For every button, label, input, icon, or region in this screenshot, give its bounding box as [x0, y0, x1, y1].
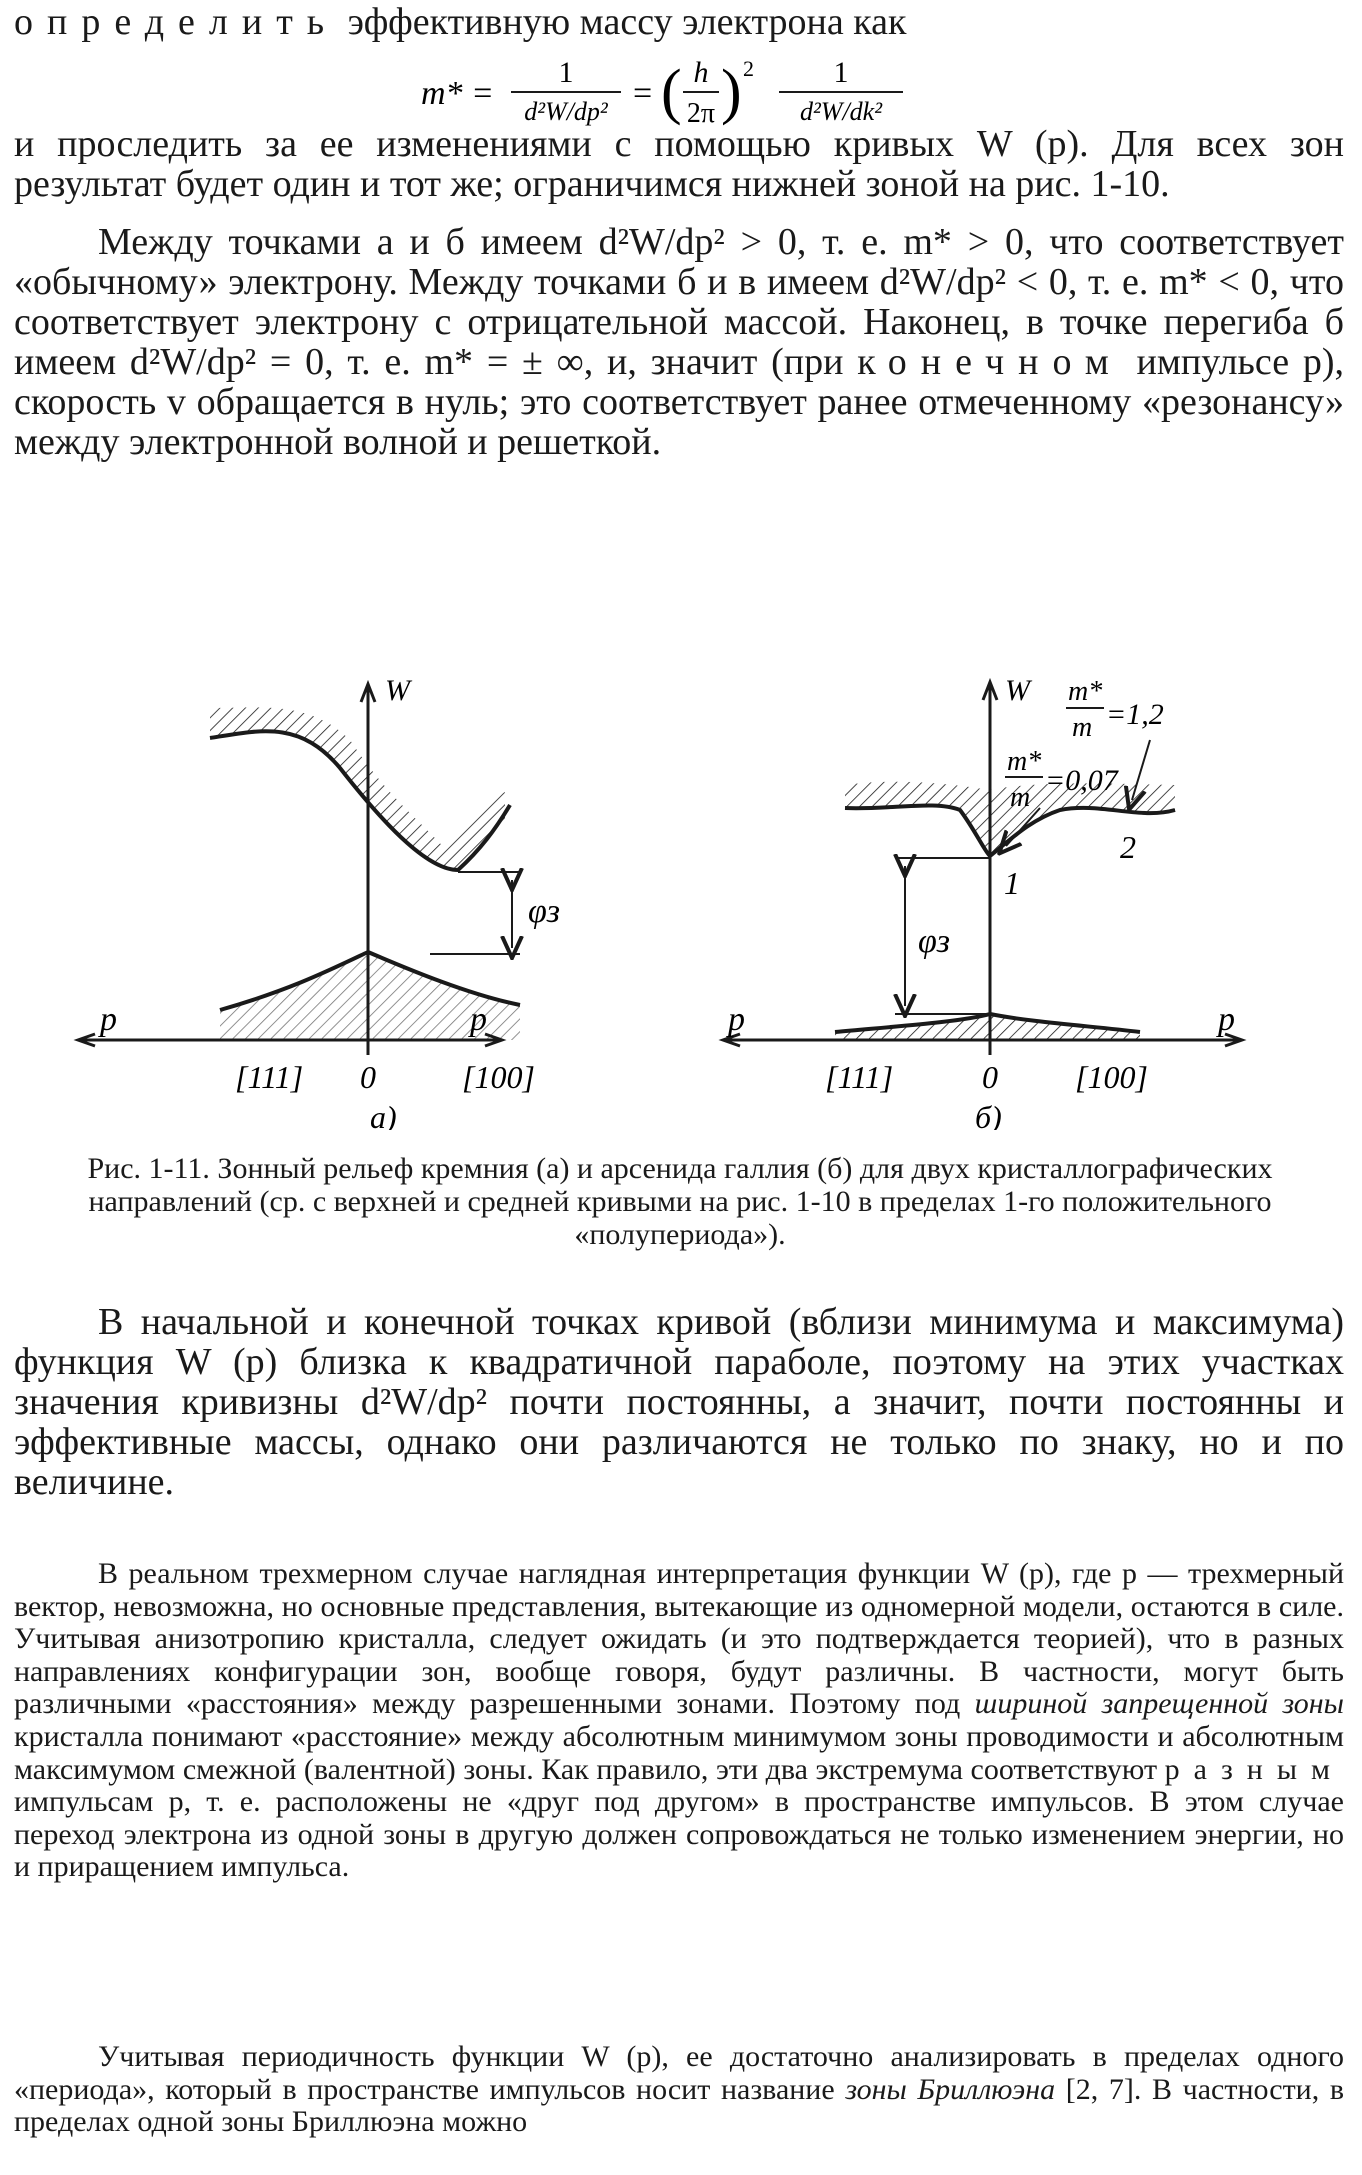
paragraph-2: и проследить за ее изменениями с помощью кривых W (p). Для всех зон результат будет один и тот же; ограничимся нижней зоной на рис. 1-10.	[14, 123, 1344, 205]
point-1-label: 1	[1004, 865, 1020, 901]
figure-1-11	[0, 660, 1362, 1135]
direction-right-b: [100]	[1075, 1059, 1148, 1095]
w-label-b: W	[1005, 674, 1030, 707]
p-left-label-a: p	[100, 1001, 117, 1038]
p-right-label-a: p	[470, 1001, 487, 1038]
mass2-frac-bot: m	[1072, 712, 1093, 743]
intro-text: эффективную массу электрона как	[347, 1, 907, 43]
formula-num2: 1	[833, 60, 849, 89]
origin-a: 0	[360, 1059, 376, 1095]
spaced-word: разным	[1164, 1752, 1345, 1786]
paragraph-intro	[14, 2, 1344, 42]
panel-a	[78, 674, 560, 1130]
p5-text-a: В реальном трехмерном случае наглядная интерпретация функции W (p), где p — трехмерный вектор, невозможна, но основные представления, вытекающие из одномерной модели, остаются в силе. Учитывая анизотропию кристалла, следует ожидать (и это подтверждается теорией), что в разных направлениях конфигурации зон, вообще говоря, будут различны. В частности, могут быть различными «расстояния» между разрешенными зонами. Поэтому под	[14, 1557, 1344, 1721]
spaced-word: определить	[14, 1, 339, 43]
formula-lhs: m* =	[421, 75, 494, 112]
direction-left-a: [111]	[235, 1059, 304, 1095]
mass2-value: =1,2	[1106, 698, 1164, 731]
gap-label-a: φз	[528, 893, 561, 930]
p6-text-b: [2, 7]. В частности, в пределах одной зоны Бриллюэна можно	[14, 2072, 1345, 2139]
p3-text-a: Между точками а и б имеем d²W/dp² > 0, т. е. m* > 0, что соответствует «обычному» электрону. Между точками б и в имеем d²W/dp² < 0, т. е. m* < 0, что соответствует электрону с отрицательной массой. Наконец, в точке перегиба б имеем d²W/dp² = 0, т. е. m* = ± ∞, и, значит (при	[14, 221, 1344, 383]
paragraph-6	[14, 2041, 1344, 2139]
mass2-frac-top: m*	[1068, 676, 1103, 707]
w-label-a: W	[385, 674, 410, 707]
mass1-frac-top: m*	[1007, 746, 1042, 777]
subfigure-label-a: а)	[370, 1099, 397, 1130]
paragraph-4: В начальной и конечной точках кривой (вблизи минимума и максимума) функция W (p) близка к квадратичной параболе, поэтому на этих участках значения кривизны d²W/dp² почти постоянны, а значит, почти постоянны и эффективные массы, однако они различаются не только по знаку, но и по величине.	[14, 1301, 1344, 1503]
paragraph-3	[14, 222, 1344, 462]
direction-right-a: [100]	[462, 1059, 535, 1095]
formula-den1: d²W/dp²	[524, 97, 608, 126]
p6-text-a: Учитывая периодичность функции W (p), ее достаточно анализировать в пределах одного «периода», который в пространстве импульсов носит название	[14, 2040, 1344, 2106]
mass1-value: =0,07	[1045, 764, 1118, 797]
spaced-word: конечном	[857, 341, 1123, 383]
p-right-label-b: p	[1218, 1001, 1235, 1038]
paren-right: )	[721, 60, 742, 126]
gap-label-b: φз	[918, 923, 951, 960]
subfigure-label-b: б)	[975, 1099, 1002, 1130]
mass1-frac-bot: m	[1010, 782, 1031, 813]
paragraph-5	[14, 1558, 1344, 1884]
formula-exp: 2	[743, 60, 754, 81]
formula-eq: =	[633, 75, 653, 112]
p3-text-b: импульсе p), скорость v обращается в нуль; это соответствует ранее отмеченному «резонансу» между электронной волной и решеткой.	[14, 341, 1344, 463]
p-left-label-b: p	[728, 1001, 745, 1038]
direction-left-b: [111]	[825, 1059, 894, 1095]
paren-left: (	[661, 60, 682, 126]
italic-term: зоны Бриллюэна	[845, 2072, 1056, 2106]
formula-num1: 1	[558, 60, 574, 89]
p5-text-b: кристалла понимают «расстояние» между абсолютным минимумом зоны проводимости и абсолютным максимумом смежной (валентной) зоны. Как правило, эти два экстремума соответствуют	[14, 1719, 1344, 1786]
point-2-label: 2	[1120, 829, 1136, 865]
formula-paren-den: 2π	[686, 98, 716, 129]
p5-text-c: импульсам p, т. е. расположены не «друг под другом» в пространстве импульсов. В этом случае переход электрона из одной зоны в другую должен сопровождаться не только изменением энергии, но и приращением импульса.	[14, 1785, 1344, 1884]
formula-paren-num: h	[693, 60, 709, 89]
italic-term: шириной запрещенной зоны	[974, 1687, 1344, 1721]
formula-den2: d²W/dk²	[799, 97, 883, 126]
origin-b: 0	[982, 1059, 998, 1095]
panel-b	[723, 674, 1242, 1130]
figure-caption: Рис. 1-11. Зонный рельеф кремния (а) и арсенида галлия (б) для двух кристаллографических направлений (ср. с верхней и средней кривыми на рис. 1-10 в пределах 1-го положительного «полупериода»).	[87, 1152, 1273, 1251]
